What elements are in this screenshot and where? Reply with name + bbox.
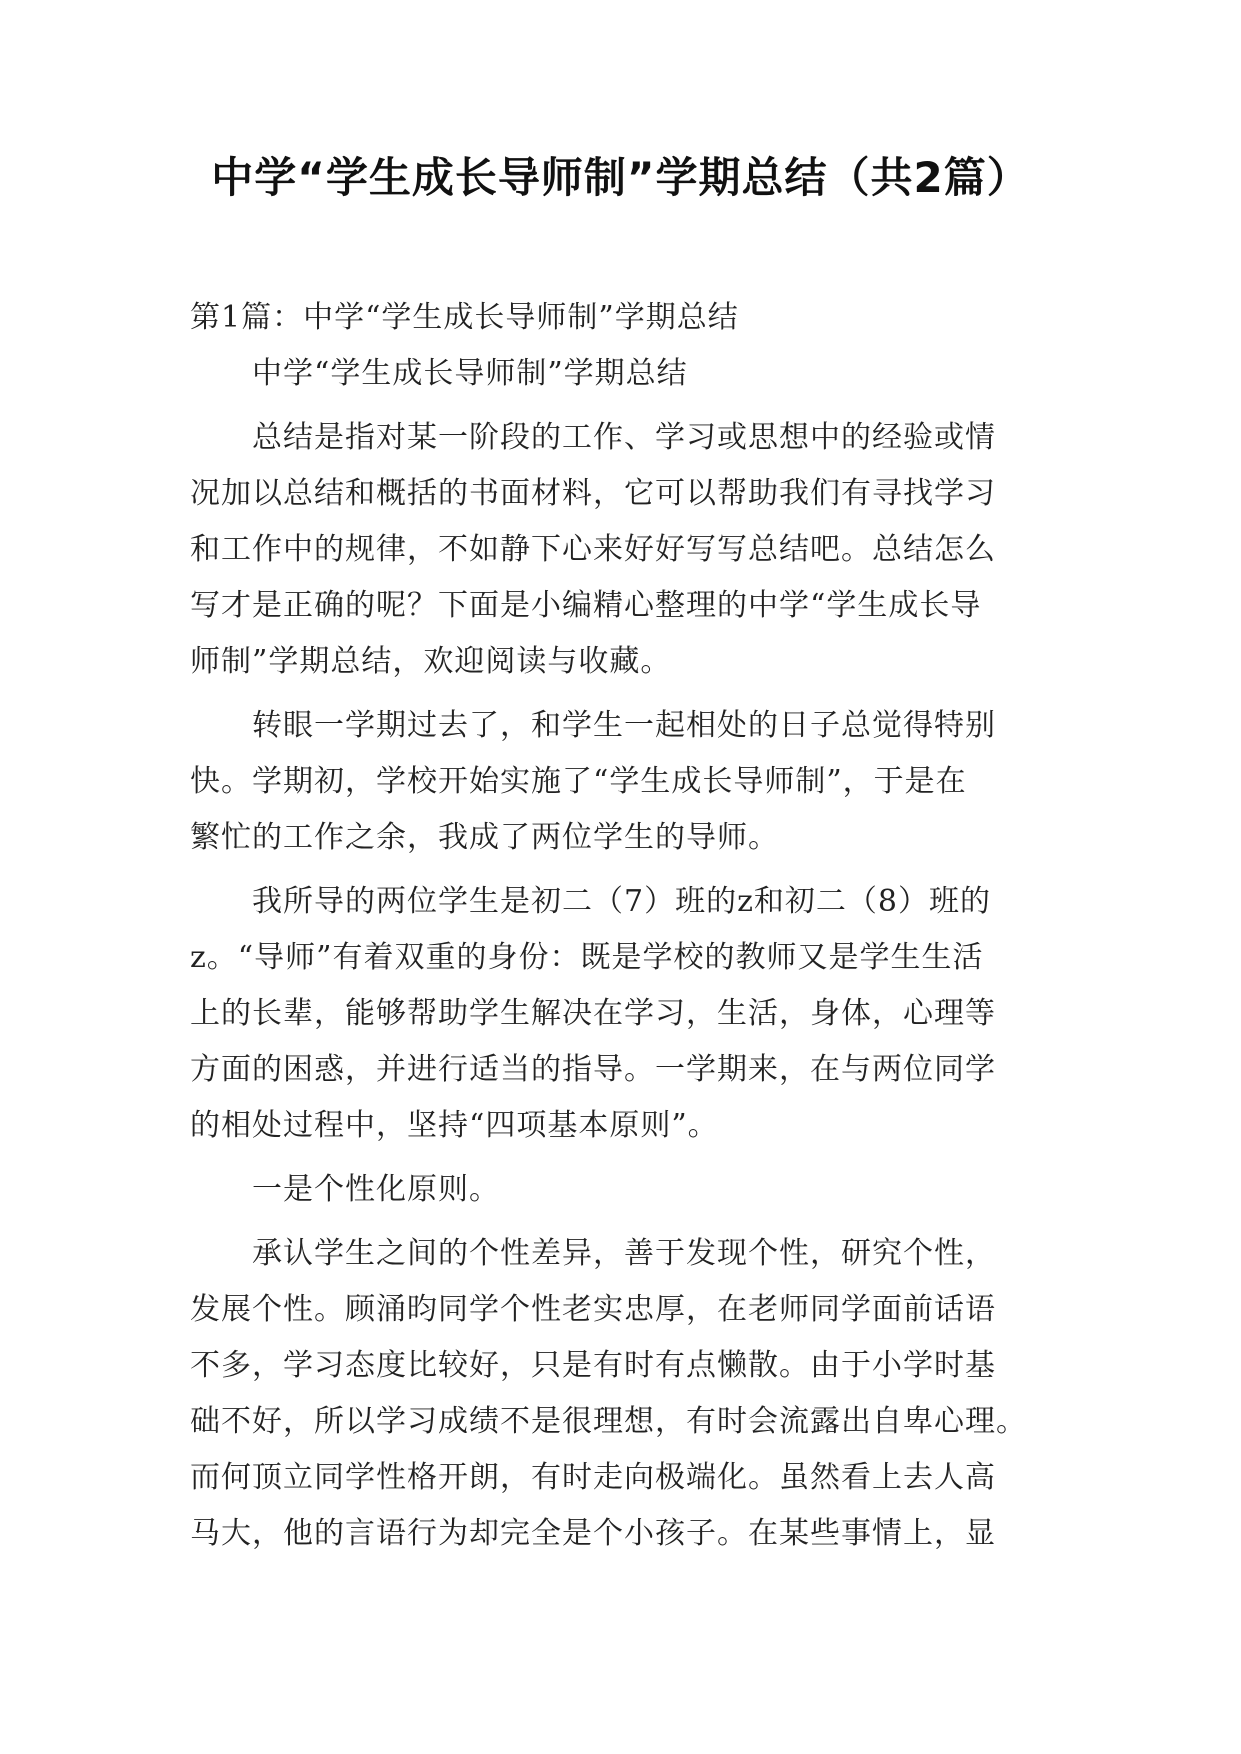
text-line: 快。学期初，学校开始实施了“学生成长导师制”，于是在 bbox=[190, 764, 967, 799]
text-line: 繁忙的工作之余，我成了两位学生的导师。 bbox=[190, 820, 779, 855]
text-line: 写才是正确的呢？下面是小编精心整理的中学“学生成长导 bbox=[190, 588, 982, 623]
text-line: 一是个性化原则。 bbox=[252, 1172, 500, 1207]
text-line: 马大，他的言语行为却完全是个小孩子。在某些事情上，显 bbox=[190, 1516, 996, 1551]
text-line: 而何顶立同学性格开朗，有时走向极端化。虽然看上去人高 bbox=[190, 1460, 996, 1495]
document-body bbox=[190, 290, 1050, 1562]
text-line: 上的长辈，能够帮助学生解决在学习，生活，身体，心理等 bbox=[190, 996, 996, 1031]
text-line: 的相处过程中，坚持“四项基本原则”。 bbox=[190, 1108, 719, 1143]
text-line: 方面的困惑，并进行适当的指导。一学期来，在与两位同学 bbox=[190, 1052, 996, 1087]
text-line: z。“导师”有着双重的身份：既是学校的教师又是学生生活 bbox=[190, 940, 984, 975]
text-line: 转眼一学期过去了，和学生一起相处的日子总觉得特别 bbox=[252, 708, 996, 743]
document-title: 中学“学生成长导师制”学期总结（共2篇） bbox=[211, 153, 1030, 202]
text-line: 师制”学期总结，欢迎阅读与收藏。 bbox=[190, 644, 672, 679]
text-line: 况加以总结和概括的书面材料，它可以帮助我们有寻找学习 bbox=[190, 476, 996, 511]
text-line: 承认学生之间的个性差异，善于发现个性，研究个性， bbox=[252, 1236, 996, 1271]
text-line: 和工作中的规律，不如静下心来好好写写总结吧。总结怎么 bbox=[190, 532, 996, 567]
text-line: 中学“学生成长导师制”学期总结 bbox=[252, 356, 688, 391]
text-line: 础不好，所以学习成绩不是很理想，有时会流露出自卑心理。 bbox=[190, 1404, 1027, 1439]
text-line: 我所导的两位学生是初二（7）班的z和初二（8）班的 bbox=[252, 884, 991, 919]
text-line: 总结是指对某一阶段的工作、学习或思想中的经验或情 bbox=[252, 420, 996, 455]
text-line: 发展个性。顾涌昀同学个性老实忠厚，在老师同学面前话语 bbox=[190, 1292, 996, 1327]
text-line: 不多，学习态度比较好，只是有时有点懒散。由于小学时基 bbox=[190, 1348, 996, 1383]
text-line: 第1篇：中学“学生成长导师制”学期总结 bbox=[190, 300, 739, 335]
